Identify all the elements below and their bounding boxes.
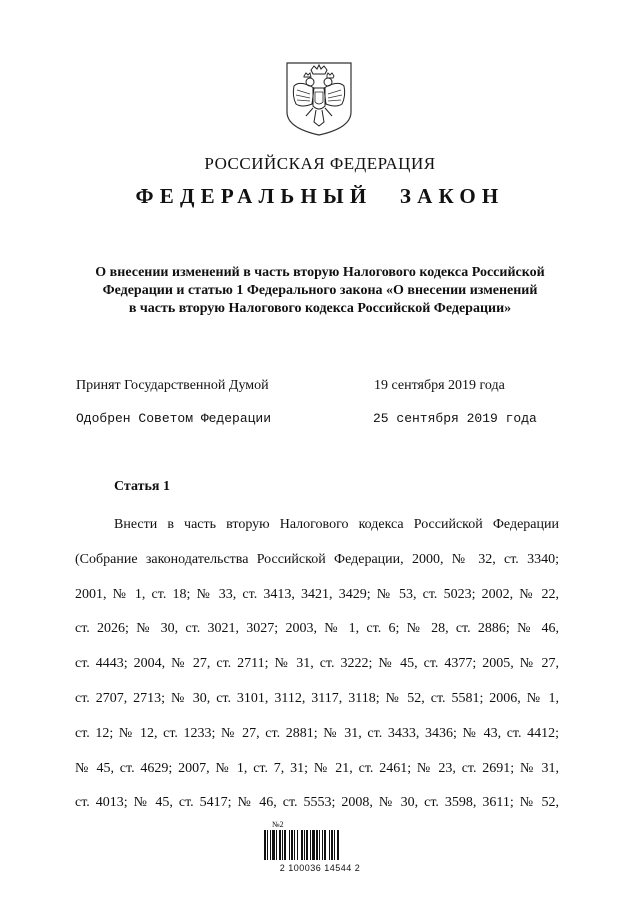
duma-adoption-date: 19 сентября 2019 года [374, 378, 505, 393]
council-approval-label: Одобрен Советом Федерации [76, 411, 272, 426]
barcode-number: 2 100036 14544 2 [279, 863, 361, 873]
barcode-bars-icon [262, 830, 378, 860]
article-line: (Собрание законодательства Российской Федерации, 2000, № 32, ст. 3340; [75, 551, 559, 567]
country-title: РОССИЙСКАЯ ФЕДЕРАЦИЯ [204, 154, 436, 173]
article-line: ст. 4443; 2004, № 27, ст. 2711; № 31, ст. 3222; № 45, ст. 4377; 2005, № 27, [75, 656, 559, 672]
article-line: ст. 4013; № 45, ст. 5417; № 46, ст. 5553; 2008, № 30, ст. 3598, 3611; № 52, [75, 795, 559, 811]
law-title [60, 264, 580, 318]
russian-coat-of-arms-icon [286, 62, 352, 136]
law-title-line: в часть вторую Налогового кодекса Российской Федерации» [128, 301, 512, 316]
article-line: ст. 2026; № 30, ст. 3021, 3027; 2003, № 1, ст. 6; № 28, ст. 2886; № 46, [75, 621, 559, 637]
duma-adoption-label: Принят Государственной Думой [76, 378, 269, 393]
barcode-mark: №2 [272, 820, 284, 829]
article-line: ст. 12; № 12, ст. 1233; № 27, ст. 2881; № 31, ст. 3433, 3436; № 43, ст. 4412; [75, 725, 559, 741]
article-first-line: Внести в часть вторую Налогового кодекса Российской Федерации [114, 517, 559, 532]
council-approval-date: 25 сентября 2019 года [373, 411, 537, 426]
law-title-line: Федерации и статью 1 Федерального закона «О внесении изменений [102, 283, 538, 298]
article-line: ст. 2707, 2713; № 30, ст. 3101, 3112, 3117, 3118; № 52, ст. 5581; 2006, № 1, [75, 690, 559, 706]
article-line: 2001, № 1, ст. 18; № 33, ст. 3413, 3421, 3429; № 53, ст. 5023; 2002, № 22, [75, 586, 559, 602]
law-title-line: О внесении изменений в часть вторую Налогового кодекса Российской [95, 265, 545, 280]
article-line: № 45, ст. 4629; 2007, № 1, ст. 7, 31; № 21, ст. 2461; № 23, ст. 2691; № 31, [75, 760, 559, 776]
document-type: ФЕДЕРАЛЬНЫЙ ЗАКОН [135, 184, 505, 208]
article-body [75, 508, 559, 821]
article-heading: Статья 1 [114, 479, 170, 494]
